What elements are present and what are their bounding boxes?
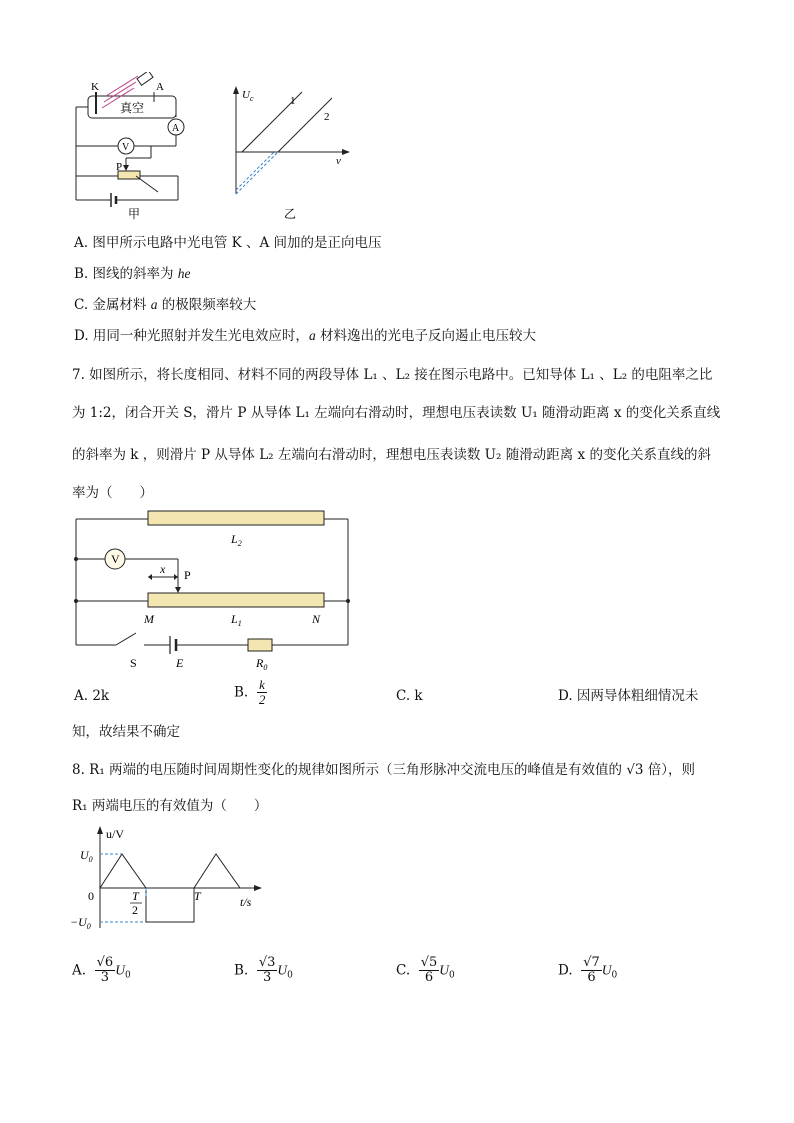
q7-stem-line-4: 率为（ ） — [72, 485, 153, 501]
vacuum-label: 真空 — [120, 101, 145, 115]
t-label: T — [194, 889, 201, 903]
fraction-denominator: 2 — [258, 692, 266, 707]
q7-option-b — [234, 678, 267, 707]
u0-symbol: U — [115, 962, 125, 978]
switch-s-label: S — [130, 656, 137, 670]
u0-symbol: U — [601, 962, 612, 978]
l1-subscript: 1 — [237, 619, 242, 628]
figure-yi-label: 乙 — [284, 207, 297, 221]
u0-symbol: U — [439, 962, 450, 978]
l2-label: L — [231, 532, 238, 546]
a-label: A — [156, 81, 164, 93]
resistor-r0 — [248, 639, 272, 651]
l1-label: L — [231, 612, 238, 626]
q8-option-c-fraction — [419, 956, 440, 985]
u0-subscript: 0 — [611, 970, 618, 981]
graph-line-2 — [278, 98, 332, 152]
switch-s — [116, 633, 136, 645]
n-label: N — [312, 612, 321, 626]
stopping-voltage-graph — [226, 84, 356, 224]
q6-option-d-post: 材料逸出的光电子反向遏止电压较大 — [315, 328, 536, 344]
q6-option-c-post: 的极限频率较大 — [157, 297, 257, 313]
fraction-denominator: 3 — [100, 970, 110, 985]
t-half-denominator: 2 — [132, 903, 138, 917]
voltmeter-label: V — [122, 142, 130, 153]
q6-option-c — [74, 296, 256, 314]
q8-option-b-fraction — [257, 956, 278, 985]
q6-option-c-text: C. 金属材料 — [74, 297, 151, 313]
q6-option-d-text: D. 用同一种光照射并发生光电效应时， — [74, 328, 309, 344]
q7-option-b-letter: B. — [234, 684, 249, 701]
m-label: M — [144, 612, 154, 626]
fraction-numerator: √6 — [96, 955, 114, 970]
r0-label: R — [256, 656, 264, 670]
y-axis-subscript: c — [249, 94, 254, 103]
q8-option-c — [396, 956, 455, 985]
figure-jia-label: 甲 — [128, 207, 141, 221]
q8-voltage-waveform-graph — [64, 824, 274, 936]
q7-option-d-line-1: D. 因两导体粗细情况未 — [558, 688, 699, 704]
q7-option-a: A. 2k — [74, 688, 110, 704]
p-label: P — [116, 161, 123, 173]
battery-e-label: E — [176, 656, 184, 670]
q7-option-b-fraction — [257, 678, 268, 707]
line-1-extension — [236, 152, 274, 190]
q6-option-d — [74, 327, 536, 345]
u0-symbol: U — [277, 962, 288, 978]
q7-circuit-diagram — [66, 505, 362, 677]
q8-option-a — [72, 956, 131, 985]
triangle-pulse-2 — [194, 854, 240, 888]
q8-option-c-letter: C. — [396, 962, 411, 979]
conductor-l2 — [148, 511, 324, 525]
svg-text:Uc — [242, 89, 254, 103]
y-axis-label: U — [242, 89, 250, 101]
q8-option-a-letter: A. — [72, 962, 87, 979]
q6-option-b — [74, 265, 191, 283]
svg-text:−U0 — [70, 915, 91, 931]
t-half-numerator: T — [132, 889, 139, 903]
q7-option-d-line-2: 知，故结果不确定 — [72, 724, 180, 740]
u0-subscript: 0 — [88, 855, 93, 864]
line-1-label: 1 — [290, 95, 296, 107]
svg-text:U0 — [80, 848, 93, 864]
line-2-extension — [236, 152, 278, 194]
negative-pulse — [146, 888, 194, 922]
u0-subscript: 0 — [287, 970, 293, 981]
k-label: K — [91, 81, 99, 93]
q8-option-a-fraction — [95, 956, 116, 985]
x-axis-label: t/s — [240, 895, 252, 909]
q8-option-b-letter: B. — [234, 962, 249, 979]
voltmeter-label: V — [111, 552, 120, 566]
q7-stem-line-3: 的斜率为 k ，则滑片 P 从导体 L₂ 左端向右滑动时，理想电压表读数 U₂ 随滑动距离 x 的变化关系直线的斜 — [72, 447, 711, 463]
q8-stem-line-2: R₁ 两端电压的有效值为（ ） — [72, 798, 268, 814]
q6-option-b-var: he — [177, 266, 191, 281]
fraction-numerator: √5 — [420, 955, 438, 970]
svg-text:R0 — [255, 656, 267, 672]
l2-subscript: 2 — [237, 539, 242, 548]
q6-option-a: A. 图甲所示电路中光电管 K 、A 间加的是正向电压 — [74, 235, 382, 251]
q8-option-b — [234, 956, 293, 985]
fraction-numerator: √7 — [583, 955, 600, 970]
u0-subscript: 0 — [124, 970, 131, 981]
q7-option-c: C. k — [396, 688, 423, 704]
slider-p-label: P — [184, 568, 191, 582]
fraction-denominator: 6 — [424, 970, 434, 985]
r0-subscript: 0 — [263, 663, 268, 672]
triangle-pulse-1 — [100, 854, 146, 888]
q8-option-d — [558, 956, 617, 985]
fraction-numerator: √3 — [258, 955, 276, 970]
svg-text:L1 — [230, 612, 242, 628]
x-label: x — [160, 562, 166, 576]
line-2-label: 2 — [324, 111, 330, 123]
neg-u0-label: −U — [70, 915, 87, 929]
q7-stem-line-1: 7. 如图所示，将长度相同、材料不同的两段导体 L₁ 、L₂ 接在图示电路中。已知导体 L₁ 、L₂ 的电阻率之比 — [72, 367, 713, 383]
photoelectric-circuit-diagram — [66, 72, 196, 222]
q8-stem-line-1: 8. R₁ 两端的电压随时间周期性变化的规律如图所示（三角形脉冲交流电压的峰值是有效值的 √3 倍），则 — [72, 762, 696, 778]
u0-subscript: 0 — [449, 970, 455, 981]
fraction-denominator: 3 — [262, 970, 272, 985]
conductor-l1 — [148, 593, 324, 607]
svg-text:L2 — [230, 532, 242, 548]
y-axis-label: u/V — [106, 827, 124, 841]
q8-option-d-fraction — [581, 956, 602, 985]
q7-stem-line-2: 为 1:2，闭合开关 S，滑片 P 从导体 L₁ 左端向右滑动时，理想电压表读数 U₁ 随滑动距离 x 的变化关系直线 — [72, 405, 721, 421]
q6-option-d-var: a — [308, 328, 316, 343]
fraction-numerator: k — [257, 678, 268, 693]
q8-option-d-letter: D. — [558, 962, 573, 979]
fraction-denominator: 6 — [587, 970, 596, 985]
u0-label: U — [80, 848, 89, 862]
neg-u0-subscript: 0 — [86, 922, 91, 931]
switch — [136, 176, 158, 192]
ammeter-label: A — [172, 123, 180, 134]
x-axis-label: ν — [336, 155, 341, 167]
origin-label: 0 — [88, 889, 94, 903]
q6-option-c-var: a — [150, 297, 158, 312]
q6-option-b-text: B. 图线的斜率为 — [74, 266, 178, 282]
